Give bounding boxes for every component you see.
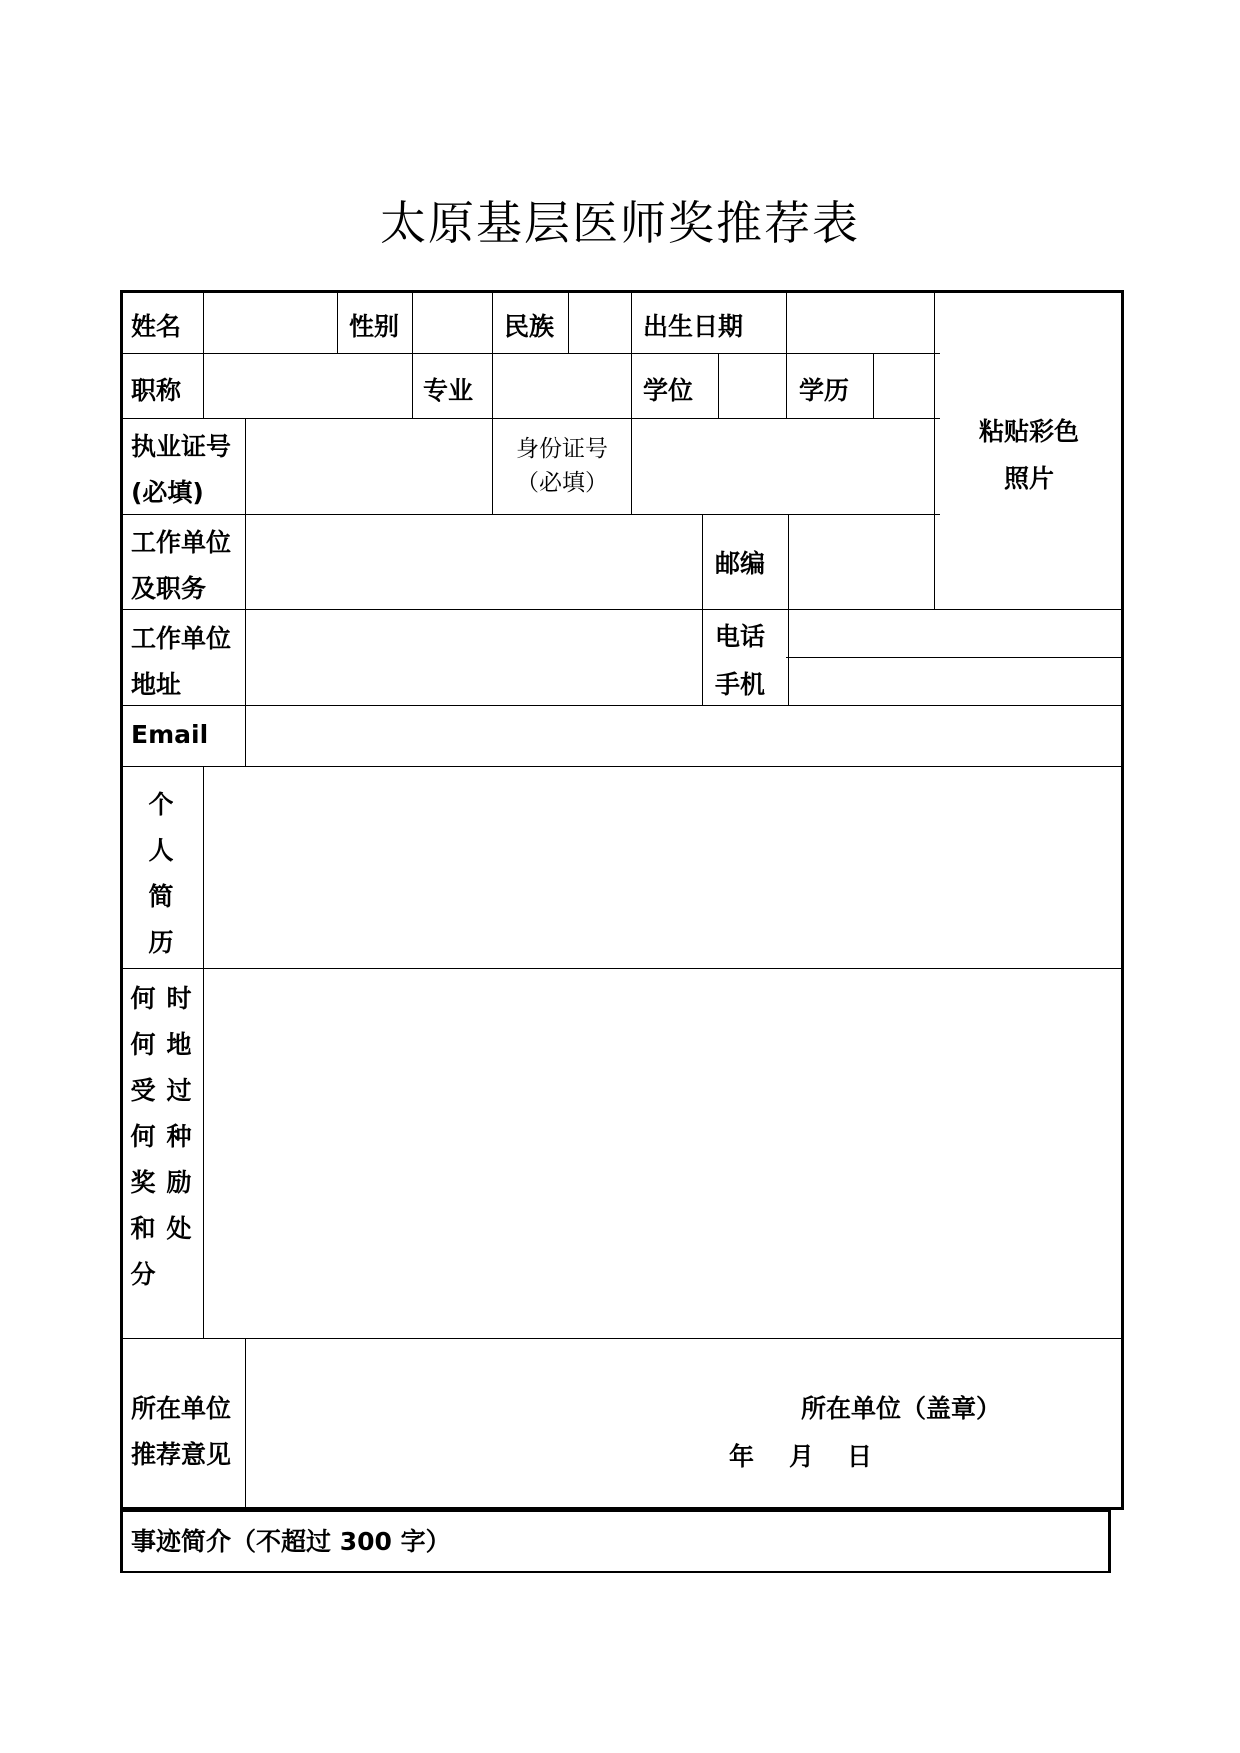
row-divider	[120, 609, 1124, 610]
row-divider	[120, 1338, 1124, 1339]
col-divider	[412, 353, 413, 418]
row-divider	[120, 353, 940, 354]
summary-label: 事迹简介（不超过 300 字）	[131, 1527, 451, 1556]
job-title-field[interactable]	[205, 355, 410, 417]
col-divider	[245, 705, 246, 766]
email-label: Email	[131, 720, 209, 749]
col-divider	[631, 290, 632, 353]
degree-label: 学位	[643, 376, 694, 405]
work-address-field[interactable]	[247, 611, 701, 704]
mobile-label: 手机	[715, 670, 766, 699]
col-divider	[631, 353, 632, 418]
row-divider	[120, 968, 1124, 969]
name-label: 姓名	[131, 312, 182, 341]
gender-label: 性别	[349, 312, 400, 341]
phone-label: 电话	[715, 622, 766, 651]
awards-label-2: 时地过种励处	[166, 984, 192, 1243]
degree-field[interactable]	[720, 355, 784, 417]
col-divider	[631, 418, 632, 514]
col-divider	[492, 418, 493, 514]
ethnicity-field[interactable]	[570, 292, 630, 352]
id-no-required: （必填）	[516, 470, 608, 496]
postcode-label: 邮编	[715, 549, 766, 578]
work-address-label: 工作单位	[131, 624, 232, 653]
id-no-label: 身份证号	[516, 436, 608, 462]
license-no-label: 执业证号	[131, 432, 232, 461]
license-no-field[interactable]	[247, 420, 490, 513]
work-address-label-2: 地址	[131, 670, 182, 699]
major-field[interactable]	[494, 355, 629, 417]
col-divider	[568, 290, 569, 353]
col-divider	[492, 290, 493, 353]
job-title-label: 职称	[131, 376, 182, 405]
postcode-field[interactable]	[790, 516, 932, 608]
ethnicity-label: 民族	[504, 312, 555, 341]
col-divider	[934, 290, 935, 609]
col-divider	[203, 766, 204, 1338]
birth-date-field[interactable]	[788, 292, 932, 352]
phone-field[interactable]	[790, 611, 1122, 656]
page-title: 太原基层医师奖推荐表	[380, 196, 860, 250]
work-unit-label-2: 及职务	[131, 574, 207, 603]
col-divider	[786, 353, 787, 418]
col-divider	[203, 290, 204, 353]
license-no-required: (必填)	[131, 478, 204, 507]
col-divider	[203, 353, 204, 418]
row-divider	[120, 705, 1124, 706]
work-unit-field[interactable]	[247, 516, 701, 608]
education-field[interactable]	[875, 355, 932, 417]
photo-label: 粘贴彩色	[978, 417, 1079, 446]
day-label: 日	[847, 1442, 873, 1471]
id-no-field[interactable]	[633, 420, 932, 513]
seal-label: 所在单位（盖章）	[801, 1394, 1002, 1423]
col-divider	[788, 514, 789, 705]
education-label: 学历	[799, 376, 850, 405]
col-divider	[412, 290, 413, 353]
col-divider	[786, 290, 787, 353]
awards-label: 何何受何奖和分	[130, 984, 156, 1289]
col-divider	[337, 290, 338, 353]
recommendation-label-2: 推荐意见	[131, 1440, 232, 1469]
gender-field[interactable]	[414, 292, 490, 352]
major-label: 专业	[423, 376, 474, 405]
row-divider	[120, 418, 940, 419]
birth-date-label: 出生日期	[643, 312, 744, 341]
name-field[interactable]	[205, 292, 335, 352]
work-unit-label: 工作单位	[131, 528, 232, 557]
awards-field[interactable]	[205, 970, 1122, 1337]
recommendation-label: 所在单位	[131, 1394, 232, 1423]
resume-label: 个人简历	[148, 790, 174, 957]
col-divider	[245, 418, 246, 514]
mobile-field[interactable]	[790, 659, 1122, 704]
row-divider	[786, 657, 1124, 658]
col-divider	[718, 353, 719, 418]
row-divider	[120, 514, 940, 515]
email-field[interactable]	[247, 707, 1122, 765]
col-divider	[873, 353, 874, 418]
month-label: 月	[789, 1442, 815, 1471]
year-label: 年	[729, 1442, 755, 1471]
col-divider	[492, 353, 493, 418]
resume-field[interactable]	[205, 768, 1122, 967]
col-divider	[245, 1338, 246, 1510]
col-divider	[245, 514, 246, 705]
photo-label-2: 照片	[1003, 464, 1054, 493]
col-divider	[702, 514, 703, 705]
row-divider	[120, 766, 1124, 767]
